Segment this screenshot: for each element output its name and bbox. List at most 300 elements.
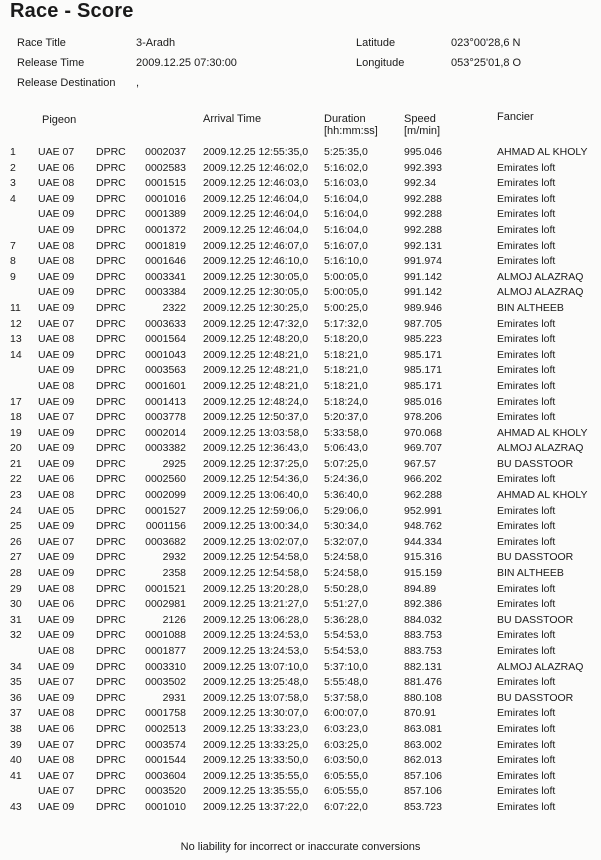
release-time-value: 2009.12.25 07:30:00 [136,57,237,69]
duration-cell: 5:55:48,0 [324,676,368,689]
duration-cell: 5:18:20,0 [324,333,368,346]
speed-cell: 915.159 [404,567,442,580]
organization-cell: DPRC [96,785,126,798]
table-row [0,784,601,800]
rank-cell: 1 [10,146,16,158]
ring-number-cell: 0002037 [145,146,186,158]
duration-cell: 5:16:04,0 [324,208,368,221]
country-cell: UAE 07 [38,411,75,424]
organization-cell: DPRC [96,660,126,673]
fancier-cell: Emirates loft [497,645,556,657]
release-destination-label: Release Destination [17,77,116,89]
ring-number-cell: 0003382 [145,442,186,455]
table-row [0,644,601,660]
ring-number-cell: 0001564 [145,333,186,346]
arrival-time-cell: 2009.12.25 12:47:32,0 [203,317,309,330]
fancier-cell: Emirates loft [497,707,556,720]
country-cell: UAE 09 [38,660,75,673]
table-row [0,348,601,364]
organization-cell: DPRC [96,239,126,252]
ring-number-cell: 0002981 [145,598,186,611]
rank-cell: 14 [10,348,22,361]
duration-cell: 6:00:07,0 [324,707,368,720]
rank-cell: 19 [10,426,22,439]
arrival-time-cell: 2009.12.25 13:00:34,0 [203,520,309,533]
arrival-time-cell: 2009.12.25 13:33:50,0 [203,754,309,767]
table-row [0,254,601,270]
speed-cell: 992.288 [404,223,442,236]
country-cell: UAE 09 [38,457,75,470]
fancier-cell: Emirates loft [497,520,556,533]
fancier-cell: AHMAD AL KHOLY [497,426,588,439]
organization-cell: DPRC [96,520,126,533]
duration-cell: 5:30:34,0 [324,520,368,533]
organization-cell: DPRC [96,629,126,642]
duration-cell: 5:24:58,0 [324,551,368,564]
arrival-time-cell: 2009.12.25 13:20:28,0 [203,582,309,595]
speed-cell: 863.081 [404,722,442,735]
fancier-cell: AHMAD AL KHOLY [497,489,588,502]
organization-cell: DPRC [96,177,126,190]
fancier-cell: Emirates loft [497,473,556,486]
arrival-time-cell: 2009.12.25 12:48:24,0 [203,395,309,408]
duration-cell: 5:18:21,0 [324,364,368,377]
country-cell: UAE 08 [38,707,75,720]
country-cell: UAE 09 [38,551,75,564]
organization-cell: DPRC [96,504,126,517]
country-cell: UAE 09 [38,691,75,704]
ring-number-cell: 2925 [162,457,186,470]
rank-cell: 9 [10,270,16,283]
rank-cell: 25 [10,520,22,533]
fancier-cell: BU DASSTOOR [497,551,574,564]
organization-cell: DPRC [96,457,126,470]
speed-cell: 987.705 [404,317,442,330]
organization-cell: DPRC [96,613,126,626]
rank-cell: 13 [10,333,22,346]
organization-cell: DPRC [96,754,126,767]
duration-cell: 5:32:07,0 [324,535,368,548]
fancier-cell: Emirates loft [497,208,556,221]
rank-cell: 28 [10,567,22,580]
speed-cell: 985.171 [404,379,442,392]
ring-number-cell: 0002099 [145,489,186,502]
duration-cell: 5:37:10,0 [324,660,368,673]
ring-number-cell: 0001413 [145,395,186,408]
fancier-cell: BIN ALTHEEB [497,567,564,580]
organization-cell: DPRC [96,348,126,361]
speed-cell: 882.131 [404,660,442,673]
country-cell: UAE 09 [38,426,75,439]
speed-cell: 857.106 [404,769,442,782]
duration-cell: 5:24:36,0 [324,473,368,486]
speed-cell: 985.171 [404,364,442,377]
arrival-time-cell: 2009.12.25 12:36:43,0 [203,442,309,455]
fancier-cell: Emirates loft [497,255,556,268]
ring-number-cell: 0003633 [145,317,186,330]
arrival-time-cell: 2009.12.25 13:21:27,0 [203,598,309,611]
fancier-cell: Emirates loft [497,161,556,174]
country-cell: UAE 09 [38,192,75,205]
ring-number-cell: 0001877 [145,645,186,657]
speed-cell: 992.34 [404,177,437,190]
ring-number-cell: 0003604 [145,769,186,782]
arrival-time-cell: 2009.12.25 12:54:36,0 [203,473,309,486]
organization-cell: DPRC [96,800,126,813]
duration-cell: 6:05:55,0 [324,785,368,798]
table-row [0,285,601,301]
country-cell: UAE 08 [38,379,75,392]
table-row [0,426,601,442]
speed-cell: 857.106 [404,785,442,798]
organization-cell: DPRC [96,722,126,735]
speed-cell: 995.046 [404,146,442,158]
speed-cell: 992.288 [404,192,442,205]
fancier-cell: Emirates loft [497,411,556,424]
country-cell: UAE 08 [38,239,75,252]
speed-cell: 863.002 [404,738,442,751]
fancier-cell: ALMOJ ALAZRAQ [497,270,584,283]
fancier-cell: Emirates loft [497,535,556,548]
ring-number-cell: 2322 [162,301,186,314]
race-title-value: 3-Aradh [136,37,176,49]
results-table [0,145,601,816]
ring-number-cell: 0003502 [145,676,186,689]
country-cell: UAE 07 [38,769,75,782]
rank-cell: 7 [10,239,16,252]
duration-cell: 5:17:32,0 [324,317,368,330]
ring-number-cell: 0003778 [145,411,186,424]
rank-cell: 22 [10,473,22,486]
ring-number-cell: 0002583 [145,161,186,174]
arrival-time-cell: 2009.12.25 13:25:48,0 [203,676,309,689]
fancier-cell: Emirates loft [497,364,556,377]
ring-number-cell: 0002014 [145,426,186,439]
fancier-cell: ALMOJ ALAZRAQ [497,660,584,673]
fancier-cell: Emirates loft [497,348,556,361]
country-cell: UAE 09 [38,348,75,361]
duration-cell: 5:25:35,0 [324,146,368,158]
rank-cell: 12 [10,317,22,330]
country-cell: UAE 07 [38,317,75,330]
rank-cell: 32 [10,629,22,642]
ring-number-cell: 0001521 [145,582,186,595]
country-cell: UAE 08 [38,489,75,502]
ring-number-cell: 0001819 [145,239,186,252]
rank-cell: 35 [10,676,22,689]
disclaimer-footer: No liability for incorrect or inaccurate conversions [180,841,421,853]
country-cell: UAE 09 [38,520,75,533]
arrival-time-cell: 2009.12.25 13:07:58,0 [203,691,309,704]
rank-cell: 20 [10,442,22,455]
speed-cell: 894.89 [404,582,437,595]
rank-cell: 11 [10,301,21,314]
arrival-time-cell: 2009.12.25 12:59:06,0 [203,504,309,517]
fancier-cell: Emirates loft [497,379,556,392]
speed-cell: 881.476 [404,676,442,689]
rank-cell: 27 [10,551,22,564]
rank-cell: 43 [10,800,22,813]
table-row [0,472,601,488]
organization-cell: DPRC [96,286,126,299]
country-cell: UAE 08 [38,333,75,346]
arrival-time-cell: 2009.12.25 13:24:53,0 [203,629,309,642]
arrival-time-cell: 2009.12.25 12:48:21,0 [203,379,309,392]
table-row [0,628,601,644]
fancier-cell: BU DASSTOOR [497,457,574,470]
duration-cell: 5:36:28,0 [324,613,368,626]
organization-cell: DPRC [96,473,126,486]
organization-cell: DPRC [96,317,126,330]
organization-cell: DPRC [96,223,126,236]
organization-cell: DPRC [96,567,126,580]
longitude-value: 053°25'01,8 O [451,57,522,69]
speed-cell: 884.032 [404,613,442,626]
table-row [0,613,601,629]
rank-cell: 8 [10,255,16,268]
speed-cell: 870.91 [404,707,437,720]
arrival-time-cell: 2009.12.25 12:46:04,0 [203,208,309,221]
organization-cell: DPRC [96,270,126,283]
fancier-cell: BU DASSTOOR [497,691,574,704]
duration-cell: 6:03:25,0 [324,738,368,751]
country-cell: UAE 07 [38,676,75,689]
arrival-time-cell: 2009.12.25 13:33:23,0 [203,722,309,735]
ring-number-cell: 0003682 [145,535,186,548]
arrival-time-cell: 2009.12.25 13:07:10,0 [203,660,309,673]
table-row [0,270,601,286]
table-row [0,504,601,520]
organization-cell: DPRC [96,364,126,377]
speed-cell: 948.762 [404,520,442,533]
speed-cell: 969.707 [404,442,442,455]
speed-cell: 962.288 [404,489,442,502]
ring-number-cell: 0001010 [145,800,186,813]
speed-cell: 991.142 [404,286,442,299]
arrival-time-cell: 2009.12.25 13:35:55,0 [203,785,309,798]
speed-cell: 978.206 [404,411,442,424]
fancier-cell: Emirates loft [497,785,556,798]
arrival-time-cell: 2009.12.25 12:46:07,0 [203,239,309,252]
table-row [0,332,601,348]
organization-cell: DPRC [96,411,126,424]
ring-number-cell: 0001515 [145,177,186,190]
fancier-cell: Emirates loft [497,722,556,735]
table-row [0,753,601,769]
fancier-cell: Emirates loft [497,333,556,346]
country-cell: UAE 09 [38,629,75,642]
rank-cell: 40 [10,754,22,767]
duration-cell: 5:54:53,0 [324,645,368,657]
rank-cell: 31 [10,613,22,626]
speed-cell: 991.974 [404,255,442,268]
ring-number-cell: 0001156 [145,520,186,533]
rank-cell: 26 [10,535,22,548]
table-row [0,145,601,161]
table-row [0,582,601,598]
arrival-time-cell: 2009.12.25 13:02:07,0 [203,535,309,548]
header-duration [324,113,378,137]
organization-cell: DPRC [96,691,126,704]
speed-cell: 883.753 [404,629,442,642]
ring-number-cell: 2932 [162,551,186,564]
country-cell: UAE 06 [38,598,75,611]
ring-number-cell: 0003341 [145,270,186,283]
speed-cell: 952.991 [404,504,442,517]
table-row [0,769,601,785]
country-cell: UAE 09 [38,567,75,580]
rank-cell: 23 [10,489,22,502]
ring-number-cell: 0003310 [145,660,186,673]
speed-cell: 892.386 [404,598,442,611]
duration-cell: 5:16:04,0 [324,192,368,205]
rank-cell: 36 [10,691,22,704]
fancier-cell: AHMAD AL KHOLY [497,146,588,158]
header-duration-label: Duration [324,113,366,125]
duration-cell: 5:16:10,0 [324,255,368,268]
speed-cell: 985.223 [404,333,442,346]
organization-cell: DPRC [96,738,126,751]
speed-cell: 970.068 [404,426,442,439]
duration-cell: 5:50:28,0 [324,582,368,595]
longitude-label: Longitude [356,57,405,69]
rank-cell: 37 [10,707,22,720]
ring-number-cell: 0001758 [145,707,186,720]
country-cell: UAE 09 [38,208,75,221]
speed-cell: 880.108 [404,691,442,704]
speed-cell: 989.946 [404,301,442,314]
fancier-cell: Emirates loft [497,504,556,517]
ring-number-cell: 0001544 [145,754,186,767]
country-cell: UAE 07 [38,785,75,798]
organization-cell: DPRC [96,769,126,782]
table-row [0,691,601,707]
country-cell: UAE 08 [38,255,75,268]
fancier-cell: Emirates loft [497,598,556,611]
table-row [0,395,601,411]
fancier-cell: Emirates loft [497,800,556,813]
country-cell: UAE 09 [38,270,75,283]
organization-cell: DPRC [96,442,126,455]
organization-cell: DPRC [96,535,126,548]
duration-cell: 5:16:07,0 [324,239,368,252]
organization-cell: DPRC [96,582,126,595]
speed-cell: 862.013 [404,754,442,767]
rank-cell: 3 [10,177,16,190]
ring-number-cell: 0001088 [145,629,186,642]
fancier-cell: Emirates loft [497,223,556,236]
table-row [0,207,601,223]
rank-cell: 18 [10,411,22,424]
arrival-time-cell: 2009.12.25 12:48:20,0 [203,333,309,346]
ring-number-cell: 0001646 [145,255,186,268]
duration-cell: 5:16:02,0 [324,161,368,174]
arrival-time-cell: 2009.12.25 12:55:35,0 [203,146,309,158]
ring-number-cell: 2358 [162,567,186,580]
rank-cell: 29 [10,582,22,595]
arrival-time-cell: 2009.12.25 13:33:25,0 [203,738,309,751]
table-row [0,800,601,816]
arrival-time-cell: 2009.12.25 12:30:05,0 [203,270,309,283]
table-row [0,410,601,426]
organization-cell: DPRC [96,208,126,221]
organization-cell: DPRC [96,598,126,611]
rank-cell: 4 [10,192,16,205]
header-duration-unit: [hh:mm:ss] [324,125,378,137]
country-cell: UAE 06 [38,161,75,174]
header-speed [404,113,440,137]
duration-cell: 5:54:53,0 [324,629,368,642]
fancier-cell: ALMOJ ALAZRAQ [497,442,584,455]
speed-cell: 991.142 [404,270,442,283]
organization-cell: DPRC [96,551,126,564]
ring-number-cell: 0001372 [145,223,186,236]
header-pigeon: Pigeon [42,114,77,126]
table-row [0,566,601,582]
fancier-cell: Emirates loft [497,629,556,642]
arrival-time-cell: 2009.12.25 12:48:21,0 [203,364,309,377]
duration-cell: 5:07:25,0 [324,457,368,470]
ring-number-cell: 2126 [162,613,186,626]
arrival-time-cell: 2009.12.25 12:37:25,0 [203,457,309,470]
arrival-time-cell: 2009.12.25 13:24:53,0 [203,645,309,657]
country-cell: UAE 07 [38,535,75,548]
organization-cell: DPRC [96,707,126,720]
duration-cell: 5:33:58,0 [324,426,368,439]
fancier-cell: Emirates loft [497,192,556,205]
country-cell: UAE 09 [38,223,75,236]
speed-cell: 967.57 [404,457,437,470]
table-row [0,722,601,738]
ring-number-cell: 0001016 [145,192,186,205]
arrival-time-cell: 2009.12.25 13:35:55,0 [203,769,309,782]
duration-cell: 5:00:05,0 [324,270,368,283]
table-row [0,519,601,535]
rank-cell: 30 [10,598,22,611]
country-cell: UAE 06 [38,722,75,735]
country-cell: UAE 06 [38,473,75,486]
header-speed-label: Speed [404,113,436,125]
duration-cell: 5:00:25,0 [324,301,368,314]
arrival-time-cell: 2009.12.25 13:37:22,0 [203,800,309,813]
duration-cell: 5:29:06,0 [324,504,368,517]
organization-cell: DPRC [96,426,126,439]
table-row [0,457,601,473]
organization-cell: DPRC [96,146,126,158]
rank-cell: 2 [10,161,16,174]
speed-cell: 883.753 [404,645,442,657]
header-speed-unit: [m/min] [404,125,441,137]
fancier-cell: Emirates loft [497,582,556,595]
duration-cell: 5:16:04,0 [324,223,368,236]
table-row [0,239,601,255]
speed-cell: 992.288 [404,208,442,221]
duration-cell: 5:18:21,0 [324,379,368,392]
header-fancier: Fancier [497,111,534,123]
fancier-cell: Emirates loft [497,738,556,751]
fancier-cell: Emirates loft [497,754,556,767]
speed-cell: 853.723 [404,800,442,813]
arrival-time-cell: 2009.12.25 12:46:02,0 [203,161,309,174]
country-cell: UAE 05 [38,504,75,517]
fancier-cell: ALMOJ ALAZRAQ [497,286,584,299]
arrival-time-cell: 2009.12.25 12:30:05,0 [203,286,309,299]
country-cell: UAE 09 [38,301,75,314]
speed-cell: 992.131 [404,239,442,252]
ring-number-cell: 0003384 [145,286,186,299]
rank-cell: 24 [10,504,22,517]
ring-number-cell: 0001527 [145,504,186,517]
